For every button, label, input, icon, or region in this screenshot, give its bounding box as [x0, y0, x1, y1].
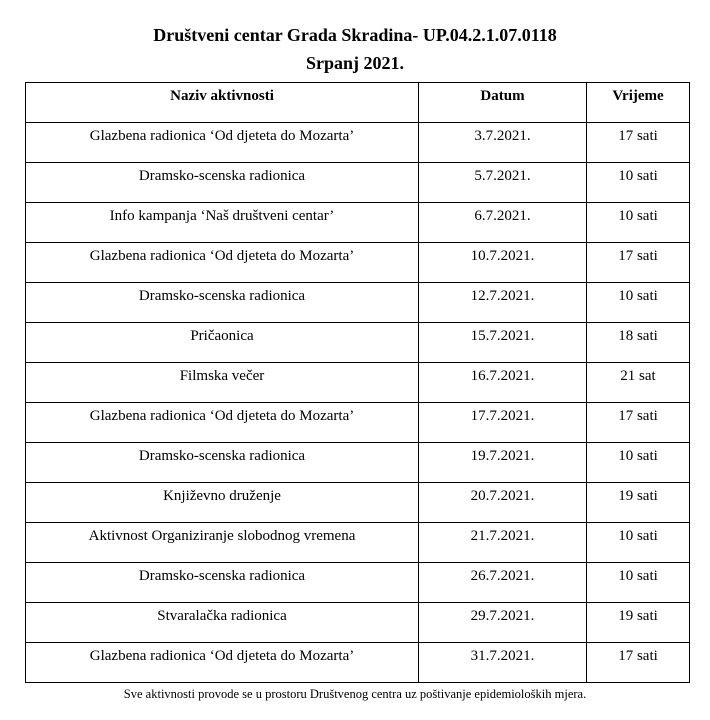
date-cell: 15.7.2021.	[419, 323, 587, 363]
date-cell: 21.7.2021.	[419, 523, 587, 563]
table-body	[26, 123, 690, 683]
date-cell: 3.7.2021.	[419, 123, 587, 163]
activity-cell: Dramsko-scenska radionica	[26, 283, 419, 323]
activity-cell: Filmska večer	[26, 363, 419, 403]
header-time: Vrijeme	[587, 83, 690, 123]
activity-schedule-table	[25, 82, 690, 683]
date-cell: 17.7.2021.	[419, 403, 587, 443]
table-row	[26, 323, 690, 363]
table-row	[26, 243, 690, 283]
activity-cell: Glazbena radionica ‘Od djeteta do Mozarta’	[26, 123, 419, 163]
activity-cell: Glazbena radionica ‘Od djeteta do Mozarta’	[26, 243, 419, 283]
time-cell: 10 sati	[587, 163, 690, 203]
time-cell: 17 sati	[587, 123, 690, 163]
time-cell: 21 sat	[587, 363, 690, 403]
table-row	[26, 363, 690, 403]
activity-cell: Info kampanja ‘Naš društveni centar’	[26, 203, 419, 243]
table-row	[26, 163, 690, 203]
date-cell: 31.7.2021.	[419, 643, 587, 683]
time-cell: 17 sati	[587, 403, 690, 443]
time-cell: 10 sati	[587, 443, 690, 483]
activity-cell: Pričaonica	[26, 323, 419, 363]
table-row	[26, 563, 690, 603]
header-date: Datum	[419, 83, 587, 123]
activity-cell: Književno druženje	[26, 483, 419, 523]
date-cell: 26.7.2021.	[419, 563, 587, 603]
date-cell: 29.7.2021.	[419, 603, 587, 643]
activity-cell: Dramsko-scenska radionica	[26, 443, 419, 483]
activity-cell: Stvaralačka radionica	[26, 603, 419, 643]
date-cell: 19.7.2021.	[419, 443, 587, 483]
date-cell: 6.7.2021.	[419, 203, 587, 243]
table-row	[26, 123, 690, 163]
time-cell: 17 sati	[587, 243, 690, 283]
activity-cell: Glazbena radionica ‘Od djeteta do Mozarta’	[26, 643, 419, 683]
footer-note: Sve aktivnosti provode se u prostoru Društvenog centra uz poštivanje epidemioloških mjera.	[123, 687, 587, 701]
table-row	[26, 603, 690, 643]
table-row	[26, 443, 690, 483]
date-cell: 10.7.2021.	[419, 243, 587, 283]
date-cell: 12.7.2021.	[419, 283, 587, 323]
time-cell: 17 sati	[587, 643, 690, 683]
date-cell: 16.7.2021.	[419, 363, 587, 403]
header-activity: Naziv aktivnosti	[26, 83, 419, 123]
date-cell: 5.7.2021.	[419, 163, 587, 203]
activity-cell: Dramsko-scenska radionica	[26, 163, 419, 203]
time-cell: 10 sati	[587, 523, 690, 563]
time-cell: 10 sati	[587, 283, 690, 323]
time-cell: 10 sati	[587, 563, 690, 603]
table-row	[26, 283, 690, 323]
time-cell: 18 sati	[587, 323, 690, 363]
document-title: Društveni centar Grada Skradina- UP.04.2.1.07.0118	[153, 25, 557, 45]
table-row	[26, 523, 690, 563]
activity-cell: Glazbena radionica ‘Od djeteta do Mozarta’	[26, 403, 419, 443]
activity-cell: Aktivnost Organiziranje slobodnog vremena	[26, 523, 419, 563]
table-row	[26, 643, 690, 683]
document-subtitle: Srpanj 2021.	[305, 53, 404, 73]
table-row	[26, 203, 690, 243]
date-cell: 20.7.2021.	[419, 483, 587, 523]
document-page	[0, 21, 710, 720]
time-cell: 19 sati	[587, 483, 690, 523]
time-cell: 19 sati	[587, 603, 690, 643]
table-header-row	[26, 83, 690, 123]
activity-cell: Dramsko-scenska radionica	[26, 563, 419, 603]
table-row	[26, 403, 690, 443]
table-row	[26, 483, 690, 523]
time-cell: 10 sati	[587, 203, 690, 243]
